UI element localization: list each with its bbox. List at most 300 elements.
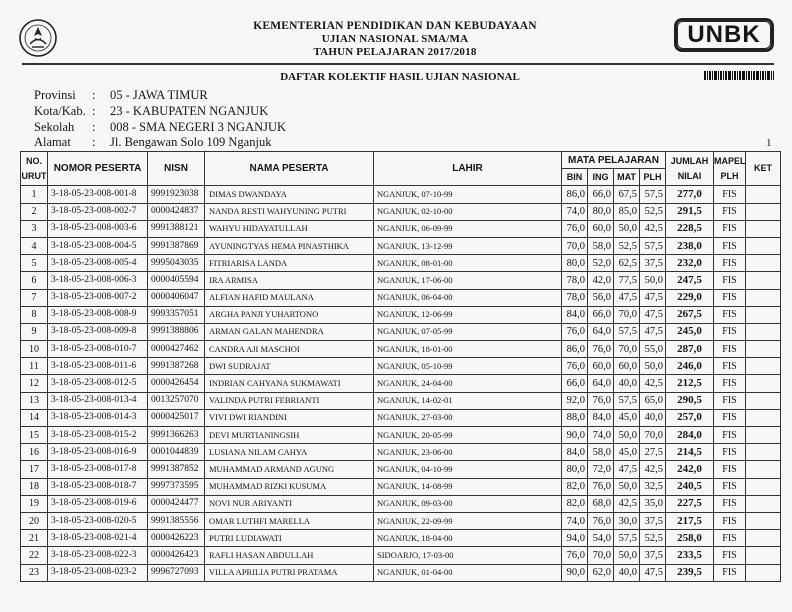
- cell-mapel: FIS: [714, 461, 746, 478]
- cell-ing: 76,0: [588, 512, 614, 529]
- cell-nama: PUTRI LUDIAWATI: [205, 530, 374, 547]
- table-row: [21, 392, 781, 409]
- cell-bin: 80,0: [562, 255, 588, 272]
- cell-no: 2: [21, 203, 48, 220]
- cell-bin: 78,0: [562, 289, 588, 306]
- table-row: [21, 220, 781, 237]
- cell-jumlah: 232,0: [666, 255, 714, 272]
- cell-no: 5: [21, 255, 48, 272]
- cell-nomor-peserta: 3-18-05-23-008-023-2: [48, 564, 148, 581]
- col-no-urut: NO. URUT: [21, 152, 48, 186]
- cell-ket: [746, 255, 781, 272]
- col-nomor-peserta: NOMOR PESERTA: [48, 152, 148, 186]
- cell-mat: 50,0: [614, 547, 640, 564]
- cell-nisn: 9996727093: [148, 564, 205, 581]
- cell-ket: [746, 564, 781, 581]
- cell-bin: 86,0: [562, 186, 588, 203]
- table-row: [21, 186, 781, 203]
- cell-ing: 58,0: [588, 444, 614, 461]
- col-jumlah-nilai: JUMLAH NILAI: [666, 152, 714, 186]
- table-row: [21, 237, 781, 254]
- table-row: [21, 495, 781, 512]
- cell-ket: [746, 323, 781, 340]
- cell-plh: 27,5: [640, 444, 666, 461]
- cell-no: 23: [21, 564, 48, 581]
- page-number: 1: [766, 137, 772, 149]
- info-provinsi: Provinsi : 05 - JAWA TIMUR: [34, 88, 208, 102]
- cell-no: 3: [21, 220, 48, 237]
- cell-nomor-peserta: 3-18-05-23-008-022-3: [48, 547, 148, 564]
- cell-nama: RAFLI HASAN ABDULLAH: [205, 547, 374, 564]
- cell-no: 20: [21, 512, 48, 529]
- cell-plh: 57,5: [640, 186, 666, 203]
- table-row: [21, 444, 781, 461]
- cell-plh: 35,0: [640, 495, 666, 512]
- cell-plh: 50,0: [640, 272, 666, 289]
- cell-mapel: FIS: [714, 323, 746, 340]
- cell-plh: 37,5: [640, 547, 666, 564]
- cell-no: 21: [21, 530, 48, 547]
- cell-mat: 77,5: [614, 272, 640, 289]
- cell-lahir: NGANJUK, 23-06-00: [374, 444, 562, 461]
- cell-mapel: FIS: [714, 375, 746, 392]
- cell-lahir: NGANJUK, 13-12-99: [374, 237, 562, 254]
- cell-ing: 74,0: [588, 427, 614, 444]
- cell-bin: 80,0: [562, 461, 588, 478]
- cell-lahir: NGANJUK, 08-01-00: [374, 255, 562, 272]
- cell-nisn: 9991387268: [148, 358, 205, 375]
- cell-bin: 82,0: [562, 495, 588, 512]
- ministry-title: KEMENTERIAN PENDIDIKAN DAN KEBUDAYAAN: [253, 20, 537, 32]
- cell-bin: 66,0: [562, 375, 588, 392]
- cell-mapel: FIS: [714, 289, 746, 306]
- cell-no: 9: [21, 323, 48, 340]
- table-row: [21, 203, 781, 220]
- cell-lahir: NGANJUK, 18-01-00: [374, 341, 562, 358]
- cell-mapel: FIS: [714, 186, 746, 203]
- cell-jumlah: 258,0: [666, 530, 714, 547]
- cell-nomor-peserta: 3-18-05-23-008-015-2: [48, 427, 148, 444]
- cell-nisn: 0001044839: [148, 444, 205, 461]
- cell-lahir: NGANJUK, 06-09-99: [374, 220, 562, 237]
- cell-ket: [746, 512, 781, 529]
- cell-lahir: NGANJUK, 12-06-99: [374, 306, 562, 323]
- cell-mapel: FIS: [714, 444, 746, 461]
- cell-mat: 57,5: [614, 323, 640, 340]
- cell-no: 14: [21, 409, 48, 426]
- col-mapel-plh: MAPEL PLH: [714, 152, 746, 186]
- cell-nomor-peserta: 3-18-05-23-008-014-3: [48, 409, 148, 426]
- table-row: [21, 512, 781, 529]
- cell-nomor-peserta: 3-18-05-23-008-020-5: [48, 512, 148, 529]
- cell-mat: 42,5: [614, 495, 640, 512]
- cell-nama: DEVI MURTIANINGSIH: [205, 427, 374, 444]
- cell-mat: 50,0: [614, 427, 640, 444]
- cell-no: 6: [21, 272, 48, 289]
- cell-jumlah: 284,0: [666, 427, 714, 444]
- cell-plh: 37,5: [640, 255, 666, 272]
- cell-ing: 42,0: [588, 272, 614, 289]
- cell-ing: 84,0: [588, 409, 614, 426]
- cell-ing: 64,0: [588, 323, 614, 340]
- cell-jumlah: 245,0: [666, 323, 714, 340]
- cell-ket: [746, 461, 781, 478]
- cell-mapel: FIS: [714, 255, 746, 272]
- cell-mat: 45,0: [614, 444, 640, 461]
- cell-ing: 56,0: [588, 289, 614, 306]
- cell-bin: 78,0: [562, 272, 588, 289]
- cell-bin: 74,0: [562, 512, 588, 529]
- cell-jumlah: 240,5: [666, 478, 714, 495]
- cell-plh: 47,5: [640, 289, 666, 306]
- cell-nama: IRA ARMISA: [205, 272, 374, 289]
- cell-mat: 40,0: [614, 375, 640, 392]
- cell-nisn: 9997373595: [148, 478, 205, 495]
- cell-ing: 62,0: [588, 564, 614, 581]
- cell-nama: FITRIARISA LANDA: [205, 255, 374, 272]
- cell-jumlah: 242,0: [666, 461, 714, 478]
- cell-jumlah: 246,0: [666, 358, 714, 375]
- cell-lahir: NGANJUK, 14-08-99: [374, 478, 562, 495]
- cell-nomor-peserta: 3-18-05-23-008-017-8: [48, 461, 148, 478]
- table-row: [21, 306, 781, 323]
- cell-bin: 86,0: [562, 341, 588, 358]
- cell-lahir: NGANJUK, 20-05-99: [374, 427, 562, 444]
- cell-mat: 70,0: [614, 341, 640, 358]
- cell-mapel: FIS: [714, 220, 746, 237]
- cell-mat: 50,0: [614, 220, 640, 237]
- cell-no: 12: [21, 375, 48, 392]
- cell-nisn: 0000405594: [148, 272, 205, 289]
- results-table: [20, 151, 781, 582]
- cell-jumlah: 229,0: [666, 289, 714, 306]
- cell-bin: 76,0: [562, 547, 588, 564]
- col-nama-peserta: NAMA PESERTA: [205, 152, 374, 186]
- cell-mat: 40,0: [614, 564, 640, 581]
- cell-nama: NOVI NUR ARIYANTI: [205, 495, 374, 512]
- cell-no: 8: [21, 306, 48, 323]
- table-row: [21, 427, 781, 444]
- cell-mapel: FIS: [714, 341, 746, 358]
- cell-nisn: 9991923038: [148, 186, 205, 203]
- cell-jumlah: 287,0: [666, 341, 714, 358]
- cell-bin: 94,0: [562, 530, 588, 547]
- cell-lahir: NGANJUK, 17-06-00: [374, 272, 562, 289]
- table-row: [21, 530, 781, 547]
- cell-lahir: SIDOARJO, 17-03-00: [374, 547, 562, 564]
- cell-lahir: NGANJUK, 02-10-00: [374, 203, 562, 220]
- cell-plh: 52,5: [640, 530, 666, 547]
- cell-jumlah: 227,5: [666, 495, 714, 512]
- cell-nama: VILLA APRILIA PUTRI PRATAMA: [205, 564, 374, 581]
- cell-ing: 66,0: [588, 186, 614, 203]
- table-row: [21, 547, 781, 564]
- cell-mat: 67,5: [614, 186, 640, 203]
- cell-bin: 76,0: [562, 220, 588, 237]
- cell-lahir: NGANJUK, 06-04-00: [374, 289, 562, 306]
- cell-ing: 68,0: [588, 495, 614, 512]
- cell-ket: [746, 272, 781, 289]
- cell-nama: LUSIANA NILAM CAHYA: [205, 444, 374, 461]
- cell-ket: [746, 427, 781, 444]
- cell-plh: 42,5: [640, 461, 666, 478]
- cell-ing: 72,0: [588, 461, 614, 478]
- cell-plh: 57,5: [640, 237, 666, 254]
- document-title: DAFTAR KOLEKTIF HASIL UJIAN NASIONAL: [280, 71, 520, 83]
- cell-ket: [746, 409, 781, 426]
- cell-bin: 88,0: [562, 409, 588, 426]
- cell-mapel: FIS: [714, 203, 746, 220]
- cell-mat: 52,5: [614, 237, 640, 254]
- cell-nisn: 0000406047: [148, 289, 205, 306]
- cell-nisn: 9991388806: [148, 323, 205, 340]
- cell-plh: 47,5: [640, 306, 666, 323]
- table-row: [21, 375, 781, 392]
- cell-jumlah: 214,5: [666, 444, 714, 461]
- cell-nama: WAHYU HIDAYATULLAH: [205, 220, 374, 237]
- cell-ket: [746, 358, 781, 375]
- cell-nomor-peserta: 3-18-05-23-008-011-6: [48, 358, 148, 375]
- cell-mapel: FIS: [714, 512, 746, 529]
- info-sekolah: Sekolah : 008 - SMA NEGERI 3 NGANJUK: [34, 120, 287, 134]
- cell-nama: MUHAMMAD ARMAND AGUNG: [205, 461, 374, 478]
- cell-bin: 90,0: [562, 564, 588, 581]
- cell-plh: 40,0: [640, 409, 666, 426]
- cell-nisn: 9995043035: [148, 255, 205, 272]
- cell-mat: 47,5: [614, 289, 640, 306]
- cell-ket: [746, 495, 781, 512]
- cell-no: 17: [21, 461, 48, 478]
- cell-ket: [746, 444, 781, 461]
- cell-plh: 52,5: [640, 203, 666, 220]
- cell-jumlah: 277,0: [666, 186, 714, 203]
- table-row: [21, 358, 781, 375]
- cell-jumlah: 247,5: [666, 272, 714, 289]
- table-row: [21, 341, 781, 358]
- cell-nisn: 9993357051: [148, 306, 205, 323]
- cell-nisn: 0013257070: [148, 392, 205, 409]
- cell-nisn: 9991385556: [148, 512, 205, 529]
- cell-jumlah: 233,5: [666, 547, 714, 564]
- cell-lahir: NGANJUK, 07-05-99: [374, 323, 562, 340]
- cell-ing: 60,0: [588, 358, 614, 375]
- cell-ket: [746, 306, 781, 323]
- cell-nomor-peserta: 3-18-05-23-008-004-5: [48, 237, 148, 254]
- cell-nisn: 0000427462: [148, 341, 205, 358]
- cell-bin: 76,0: [562, 358, 588, 375]
- cell-no: 13: [21, 392, 48, 409]
- cell-no: 10: [21, 341, 48, 358]
- cell-nomor-peserta: 3-18-05-23-008-018-7: [48, 478, 148, 495]
- cell-ket: [746, 375, 781, 392]
- cell-mat: 50,0: [614, 478, 640, 495]
- cell-bin: 74,0: [562, 203, 588, 220]
- cell-jumlah: 228,5: [666, 220, 714, 237]
- cell-nomor-peserta: 3-18-05-23-008-010-7: [48, 341, 148, 358]
- cell-nomor-peserta: 3-18-05-23-008-008-9: [48, 306, 148, 323]
- cell-ket: [746, 237, 781, 254]
- cell-bin: 90,0: [562, 427, 588, 444]
- header-divider: [22, 63, 774, 65]
- cell-jumlah: 238,0: [666, 237, 714, 254]
- cell-jumlah: 291,5: [666, 203, 714, 220]
- table-row: [21, 409, 781, 426]
- cell-nama: VIVI DWI RIANDINI: [205, 409, 374, 426]
- cell-nama: NANDA RESTI WAHYUNING PUTRI: [205, 203, 374, 220]
- cell-plh: 55,0: [640, 341, 666, 358]
- cell-no: 11: [21, 358, 48, 375]
- cell-nama: OMAR LUTHFI MARELLA: [205, 512, 374, 529]
- cell-plh: 65,0: [640, 392, 666, 409]
- cell-plh: 37,5: [640, 512, 666, 529]
- cell-ket: [746, 547, 781, 564]
- cell-ing: 52,0: [588, 255, 614, 272]
- cell-plh: 50,0: [640, 358, 666, 375]
- cell-mapel: FIS: [714, 306, 746, 323]
- cell-no: 15: [21, 427, 48, 444]
- cell-nisn: 0000425017: [148, 409, 205, 426]
- table-row: [21, 289, 781, 306]
- cell-nomor-peserta: 3-18-05-23-008-005-4: [48, 255, 148, 272]
- info-alamat: Alamat : Jl. Bengawan Solo 109 Nganjuk: [34, 135, 272, 149]
- table-row: [21, 255, 781, 272]
- cell-nomor-peserta: 3-18-05-23-008-002-7: [48, 203, 148, 220]
- cell-no: 7: [21, 289, 48, 306]
- cell-lahir: NGANJUK, 05-10-99: [374, 358, 562, 375]
- info-kota: Kota/Kab. : 23 - KABUPATEN NGANJUK: [34, 104, 269, 118]
- cell-mapel: FIS: [714, 547, 746, 564]
- cell-nisn: 0000424837: [148, 203, 205, 220]
- cell-ing: 60,0: [588, 220, 614, 237]
- tut-wuri-handayani-logo-icon: [18, 18, 58, 58]
- cell-jumlah: 212,5: [666, 375, 714, 392]
- cell-mapel: FIS: [714, 495, 746, 512]
- cell-mat: 70,0: [614, 306, 640, 323]
- col-ing: ING: [588, 169, 614, 186]
- cell-plh: 32,5: [640, 478, 666, 495]
- col-plh: PLH: [640, 169, 666, 186]
- col-lahir: LAHIR: [374, 152, 562, 186]
- cell-nama: INDRIAN CAHYANA SUKMAWATI: [205, 375, 374, 392]
- cell-mat: 30,0: [614, 512, 640, 529]
- table-row: [21, 461, 781, 478]
- cell-mat: 45,0: [614, 409, 640, 426]
- school-year: TAHUN PELAJARAN 2017/2018: [313, 46, 477, 58]
- cell-no: 18: [21, 478, 48, 495]
- cell-ing: 76,0: [588, 341, 614, 358]
- cell-jumlah: 267,5: [666, 306, 714, 323]
- exam-title: UJIAN NASIONAL SMA/MA: [321, 33, 469, 45]
- cell-ket: [746, 289, 781, 306]
- cell-bin: 84,0: [562, 444, 588, 461]
- cell-ing: 76,0: [588, 478, 614, 495]
- cell-bin: 82,0: [562, 478, 588, 495]
- cell-nomor-peserta: 3-18-05-23-008-019-6: [48, 495, 148, 512]
- cell-lahir: NGANJUK, 18-04-00: [374, 530, 562, 547]
- cell-mapel: FIS: [714, 564, 746, 581]
- cell-nomor-peserta: 3-18-05-23-008-013-4: [48, 392, 148, 409]
- cell-nomor-peserta: 3-18-05-23-008-003-6: [48, 220, 148, 237]
- cell-mat: 57,5: [614, 392, 640, 409]
- cell-plh: 42,5: [640, 375, 666, 392]
- cell-nisn: 9991388121: [148, 220, 205, 237]
- col-mat: MAT: [614, 169, 640, 186]
- cell-ket: [746, 186, 781, 203]
- cell-nama: ARMAN GALAN MAHENDRA: [205, 323, 374, 340]
- cell-mapel: FIS: [714, 358, 746, 375]
- cell-nama: AYUNINGTYAS HEMA PINASTHIKA: [205, 237, 374, 254]
- cell-nomor-peserta: 3-18-05-23-008-009-8: [48, 323, 148, 340]
- cell-plh: 42,5: [640, 220, 666, 237]
- cell-lahir: NGANJUK, 14-02-01: [374, 392, 562, 409]
- cell-ket: [746, 478, 781, 495]
- table-header: [21, 152, 781, 186]
- unbk-badge: UNBK: [674, 18, 774, 52]
- cell-nisn: 9991366263: [148, 427, 205, 444]
- cell-nisn: 9991387869: [148, 237, 205, 254]
- cell-nama: CANDRA AJI MASCHOI: [205, 341, 374, 358]
- cell-nama: DIMAS DWANDAYA: [205, 186, 374, 203]
- col-ket: KET: [746, 152, 781, 186]
- cell-mapel: FIS: [714, 530, 746, 547]
- cell-bin: 70,0: [562, 237, 588, 254]
- col-mata-pelajaran: MATA PELAJARAN: [562, 152, 666, 169]
- cell-nama: DWI SUDRAJAT: [205, 358, 374, 375]
- cell-no: 16: [21, 444, 48, 461]
- cell-nomor-peserta: 3-18-05-23-008-001-8: [48, 186, 148, 203]
- cell-mapel: FIS: [714, 409, 746, 426]
- cell-mat: 47,5: [614, 461, 640, 478]
- table-row: [21, 323, 781, 340]
- cell-nama: VALINDA PUTRI FEBRIANTI: [205, 392, 374, 409]
- cell-jumlah: 257,0: [666, 409, 714, 426]
- cell-lahir: NGANJUK, 01-04-00: [374, 564, 562, 581]
- cell-mapel: FIS: [714, 272, 746, 289]
- cell-nisn: 0000424477: [148, 495, 205, 512]
- cell-mat: 85,0: [614, 203, 640, 220]
- col-nisn: NISN: [148, 152, 205, 186]
- cell-nomor-peserta: 3-18-05-23-008-006-3: [48, 272, 148, 289]
- cell-plh: 47,5: [640, 323, 666, 340]
- cell-ing: 70,0: [588, 547, 614, 564]
- cell-ket: [746, 341, 781, 358]
- cell-ing: 64,0: [588, 375, 614, 392]
- cell-mapel: FIS: [714, 392, 746, 409]
- cell-plh: 47,5: [640, 564, 666, 581]
- cell-lahir: NGANJUK, 24-04-00: [374, 375, 562, 392]
- table-row: [21, 478, 781, 495]
- cell-mapel: FIS: [714, 237, 746, 254]
- cell-nisn: 0000426223: [148, 530, 205, 547]
- cell-no: 4: [21, 237, 48, 254]
- cell-nomor-peserta: 3-18-05-23-008-016-9: [48, 444, 148, 461]
- cell-ing: 54,0: [588, 530, 614, 547]
- cell-ing: 58,0: [588, 237, 614, 254]
- cell-nama: ARGHA PANJI YUHARTONO: [205, 306, 374, 323]
- cell-nisn: 9991387852: [148, 461, 205, 478]
- cell-bin: 76,0: [562, 323, 588, 340]
- cell-jumlah: 239,5: [666, 564, 714, 581]
- cell-jumlah: 217,5: [666, 512, 714, 529]
- cell-lahir: NGANJUK, 22-09-99: [374, 512, 562, 529]
- table-row: [21, 564, 781, 581]
- cell-lahir: NGANJUK, 07-10-99: [374, 186, 562, 203]
- cell-bin: 84,0: [562, 306, 588, 323]
- cell-mapel: FIS: [714, 427, 746, 444]
- cell-ket: [746, 220, 781, 237]
- cell-ket: [746, 530, 781, 547]
- cell-nomor-peserta: 3-18-05-23-008-021-4: [48, 530, 148, 547]
